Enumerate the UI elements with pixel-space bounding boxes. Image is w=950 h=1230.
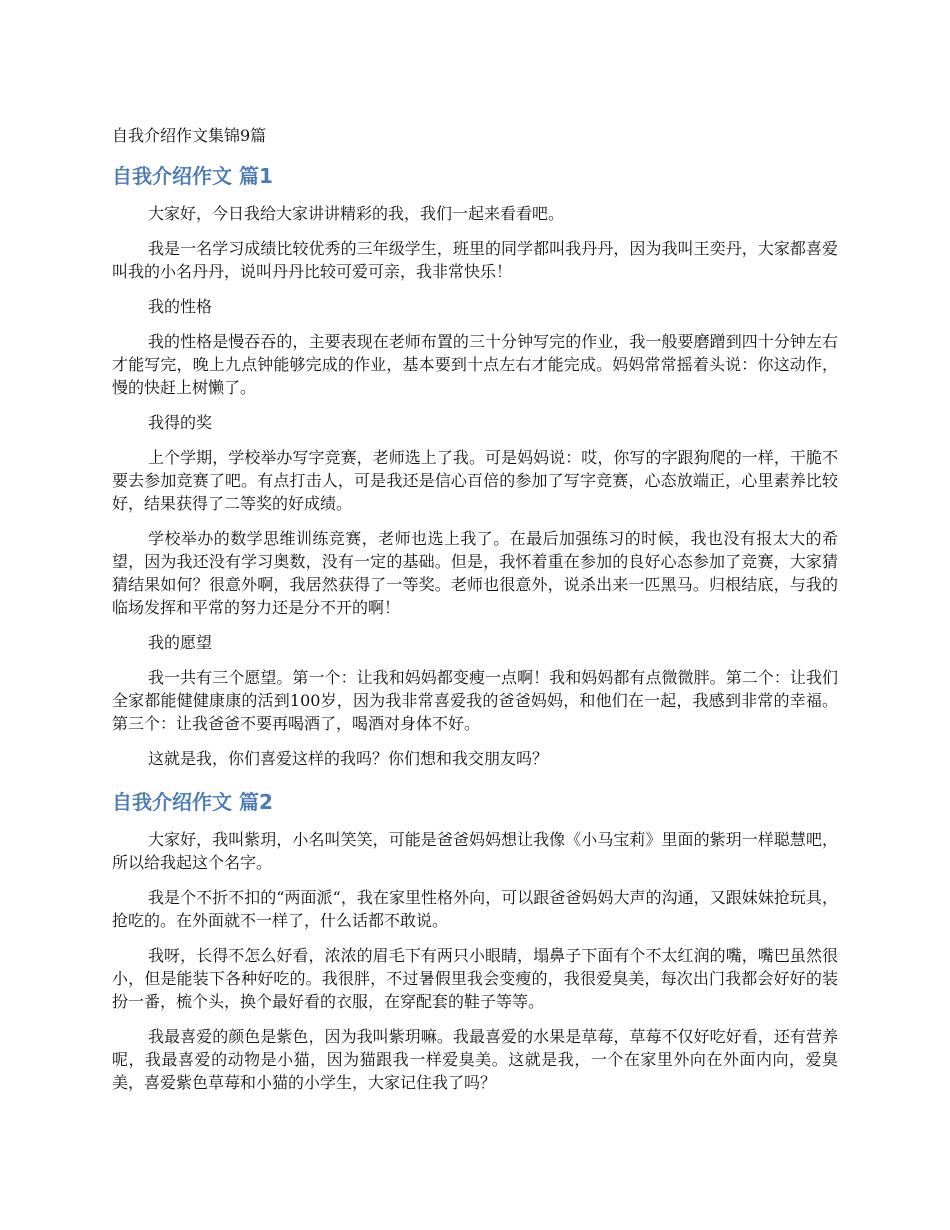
paragraph: 我呀，长得不怎么好看，浓浓的眉毛下有两只小眼睛，塌鼻子下面有个不太红润的嘴，嘴巴虽然很小，但是能装下各种好吃的。我很胖，不过暑假里我会变瘦的，我很爱臭美，每次出门我都会好好的装扮一番，梳个头，换个最好看的衣服，在穿配套的鞋子等等。	[112, 946, 838, 1011]
paragraph: 大家好，我叫紫玥，小名叫笑笑，可能是爸爸妈妈想让我像《小马宝莉》里面的紫玥一样聪慧吧，所以给我起这个名字。	[112, 830, 838, 872]
subheading-personality: 我的性格	[148, 297, 213, 316]
paragraph: 大家好，今日我给大家讲讲精彩的我，我们一起来看看吧。	[148, 204, 565, 223]
paragraph: 学校举办的数学思维训练竞赛，老师也选上我了。在最后加强练习的时候，我也没有报太大的希望，因为我还没有学习奥数，没有一定的基础。但是，我怀着重在参加的良好心态参加了竞赛，大家猜猜结果如何？很意外啊，我居然获得了一等奖。老师也很意外，说杀出来一匹黑马。归根结底，与我的临场发挥和平常的努力还是分不开的啊！	[112, 529, 838, 617]
section-heading: 自我介绍作文 篇2	[112, 790, 273, 814]
paragraph: 我是一名学习成绩比较优秀的三年级学生，班里的同学都叫我丹丹，因为我叫王奕丹，大家都喜爱叫我的小名丹丹，说叫丹丹比较可爱可亲，我非常快乐！	[112, 239, 838, 281]
section-heading: 自我介绍作文 篇1	[112, 164, 273, 188]
paragraph: 上个学期，学校举办写字竞赛，老师选上了我。可是妈妈说：哎，你写的字跟狗爬的一样，干脆不要去参加竞赛了吧。有点打击人，可是我还是信心百倍的参加了写字竞赛，心态放端正，心里素养比较好，结果获得了二等奖的好成绩。	[112, 448, 838, 513]
paragraph: 我的性格是慢吞吞的，主要表现在老师布置的三十分钟写完的作业，我一般要磨蹭到四十分钟左右才能写完，晚上九点钟能够完成的作业，基本要到十点左右才能完成。妈妈常常摇着头说：你这动作，慢的快赶上树懒了。	[112, 332, 838, 397]
document-title: 自我介绍作文集锦9篇	[112, 126, 267, 145]
section-2	[112, 788, 838, 1094]
subheading-awards: 我得的奖	[148, 413, 213, 432]
paragraph: 这就是我，你们喜爱这样的我吗？你们想和我交朋友吗？	[148, 749, 549, 768]
paragraph: 我一共有三个愿望。第一个：让我和妈妈都变瘦一点啊！我和妈妈都有点微微胖。第二个：让我们全家都能健健康康的活到100岁，因为我非常喜爱我的爸爸妈妈，和他们在一起，我感到非常的幸福。第三个：让我爸爸不要再喝酒了，喝酒对身体不好。	[112, 668, 838, 733]
paragraph: 我最喜爱的颜色是紫色，因为我叫紫玥嘛。我最喜爱的水果是草莓，草莓不仅好吃好看，还有营养呢，我最喜爱的动物是小猫，因为猫跟我一样爱臭美。这就是我，一个在家里外向在外面内向，爱臭美，喜爱紫色草莓和小猫的小学生，大家记住我了吗？	[112, 1027, 838, 1092]
paragraph: 我是个不折不扣的“两面派“，我在家里性格外向，可以跟爸爸妈妈大声的沟通，又跟妹妹抢玩具，抢吃的。在外面就不一样了，什么话都不敢说。	[112, 888, 838, 930]
subheading-wishes: 我的愿望	[148, 633, 213, 652]
section-1	[112, 162, 838, 770]
